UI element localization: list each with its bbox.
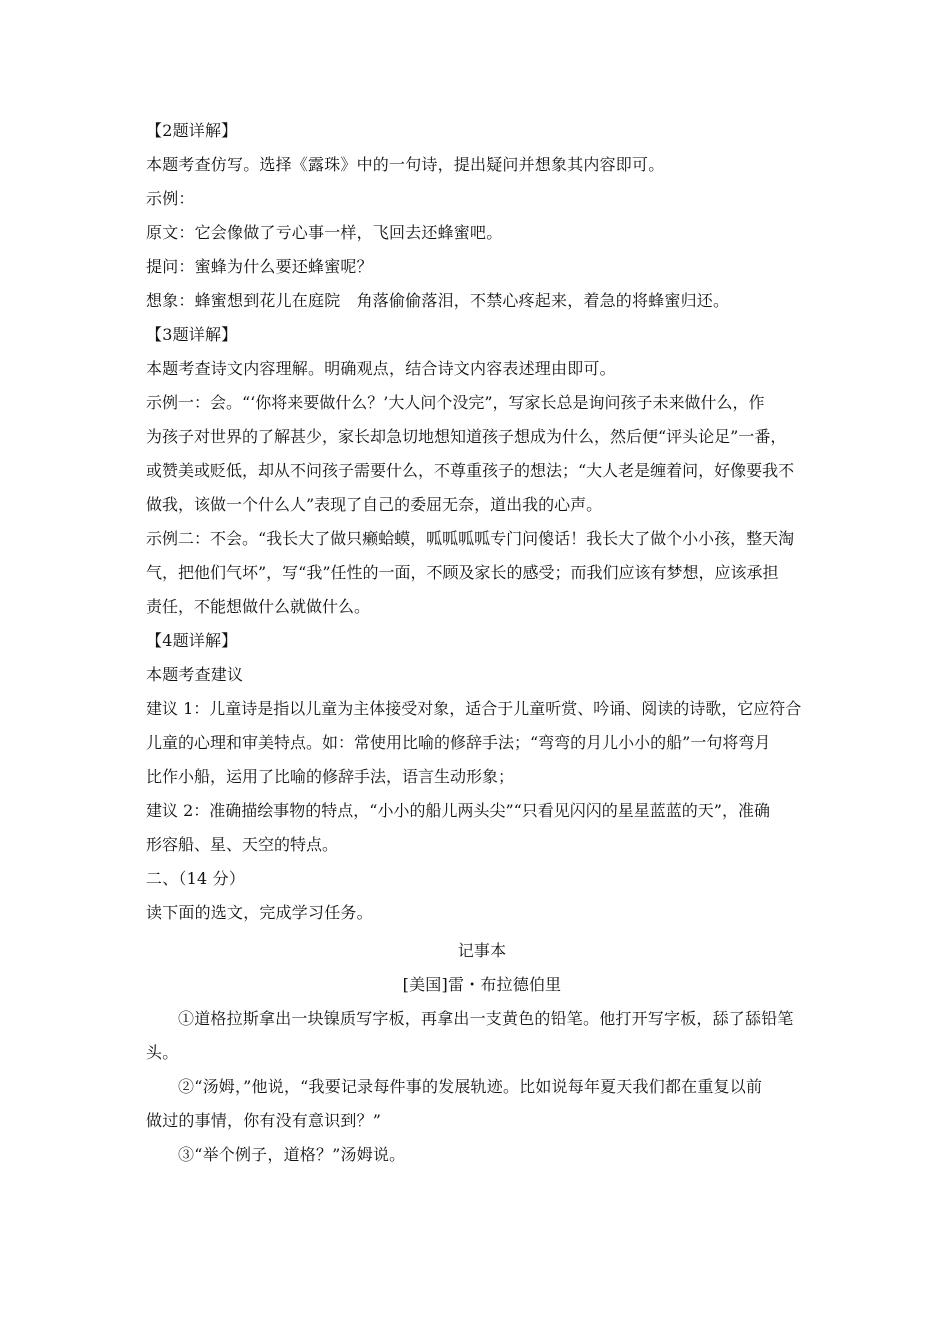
story-paragraph-3: ③“举个例子，道格？”汤姆说。 — [178, 1145, 406, 1164]
q3-example2-line: 示例二：不会。“我长大了做只癞蛤蟆，呱呱呱呱专门问傻话！我长大了做个小小孩，整天淘 — [146, 529, 795, 548]
story-paragraph-1: ①道格拉斯拿出一块镍质写字板，再拿出一支黄色的铅笔。他打开写字板，舔了舔铅笔 — [178, 1009, 794, 1028]
q2-question: 提问：蜜蜂为什么要还蜂蜜呢？ — [146, 257, 373, 276]
q4-heading: 【4题详解】 — [146, 631, 238, 650]
document-page — [146, 114, 818, 1172]
q3-example1-line: 为孩子对世界的了解甚少，家长却急切地想知道孩子想成为什么，然后便“评头论足”一番， — [146, 427, 787, 446]
q3-example1-line: 示例一：会。“‘你将来要做什么？’大人问个没完”，写家长总是询问孩子未来做什么，作 — [146, 393, 765, 412]
q2-imagine: 想象：蜂蜜想到花儿在庭院 角落偷偷落泪，不禁心疼起来，着急的将蜂蜜归还。 — [146, 291, 730, 310]
q4-suggestion2-line: 形容船、星、天空的特点。 — [146, 835, 339, 854]
story-paragraph-1-cont: 头。 — [146, 1043, 179, 1062]
q2-example-label: 示例： — [146, 189, 195, 208]
q3-example1-line: 做我，该做一个什么人”表现了自己的委屈无奈，道出我的心声。 — [146, 495, 603, 514]
q3-heading: 【3题详解】 — [146, 325, 238, 344]
q3-example2-line: 责任，不能想做什么就做什么。 — [146, 597, 371, 616]
story-title: 记事本 — [457, 941, 507, 960]
q4-suggestion1-line: 比作小船，运用了比喻的修辞手法，语言生动形象； — [146, 767, 515, 786]
story-paragraph-2: ②“汤姆，”他说，“我要记录每件事的发展轨迹。比如说每年夏天我们都在重复以前 — [178, 1077, 763, 1096]
q2-original: 原文：它会像做了亏心事一样，飞回去还蜂蜜吧。 — [146, 223, 503, 242]
section2-instruction: 读下面的选文，完成学习任务。 — [146, 903, 373, 922]
q2-intro: 本题考查仿写。选择《露珠》中的一句诗，提出疑问并想象其内容即可。 — [146, 155, 665, 174]
story-author: [美国]雷・布拉德伯里 — [402, 975, 562, 994]
section2-heading: 二、（14 分） — [146, 869, 246, 888]
q4-suggestion1-line: 建议 1：儿童诗是指以儿童为主体接受对象，适合于儿童听赏、吟诵、阅读的诗歌，它应符合 — [146, 699, 802, 718]
q3-intro: 本题考查诗文内容理解。明确观点，结合诗文内容表述理由即可。 — [146, 359, 616, 378]
q3-example1-line: 或赞美或贬低，却从不问孩子需要什么，不尊重孩子的想法；“大人老是缠着问，好像要我不 — [146, 461, 795, 480]
q2-heading: 【2题详解】 — [146, 121, 238, 140]
q4-intro: 本题考查建议 — [146, 665, 244, 684]
q4-suggestion1-line: 儿童的心理和审美特点。如：常使用比喻的修辞手法；“弯弯的月儿小小的船”一句将弯月 — [146, 733, 771, 752]
q4-suggestion2-line: 建议 2：准确描绘事物的特点，“小小的船儿两头尖”“只看见闪闪的星星蓝蓝的天”，准确 — [146, 801, 770, 820]
story-paragraph-2-cont: 做过的事情，你有没有意识到？” — [146, 1111, 382, 1130]
q3-example2-line: 气，把他们气坏”，写“我”任性的一面，不顾及家长的感受；而我们应该有梦想，应该承担 — [146, 563, 779, 582]
